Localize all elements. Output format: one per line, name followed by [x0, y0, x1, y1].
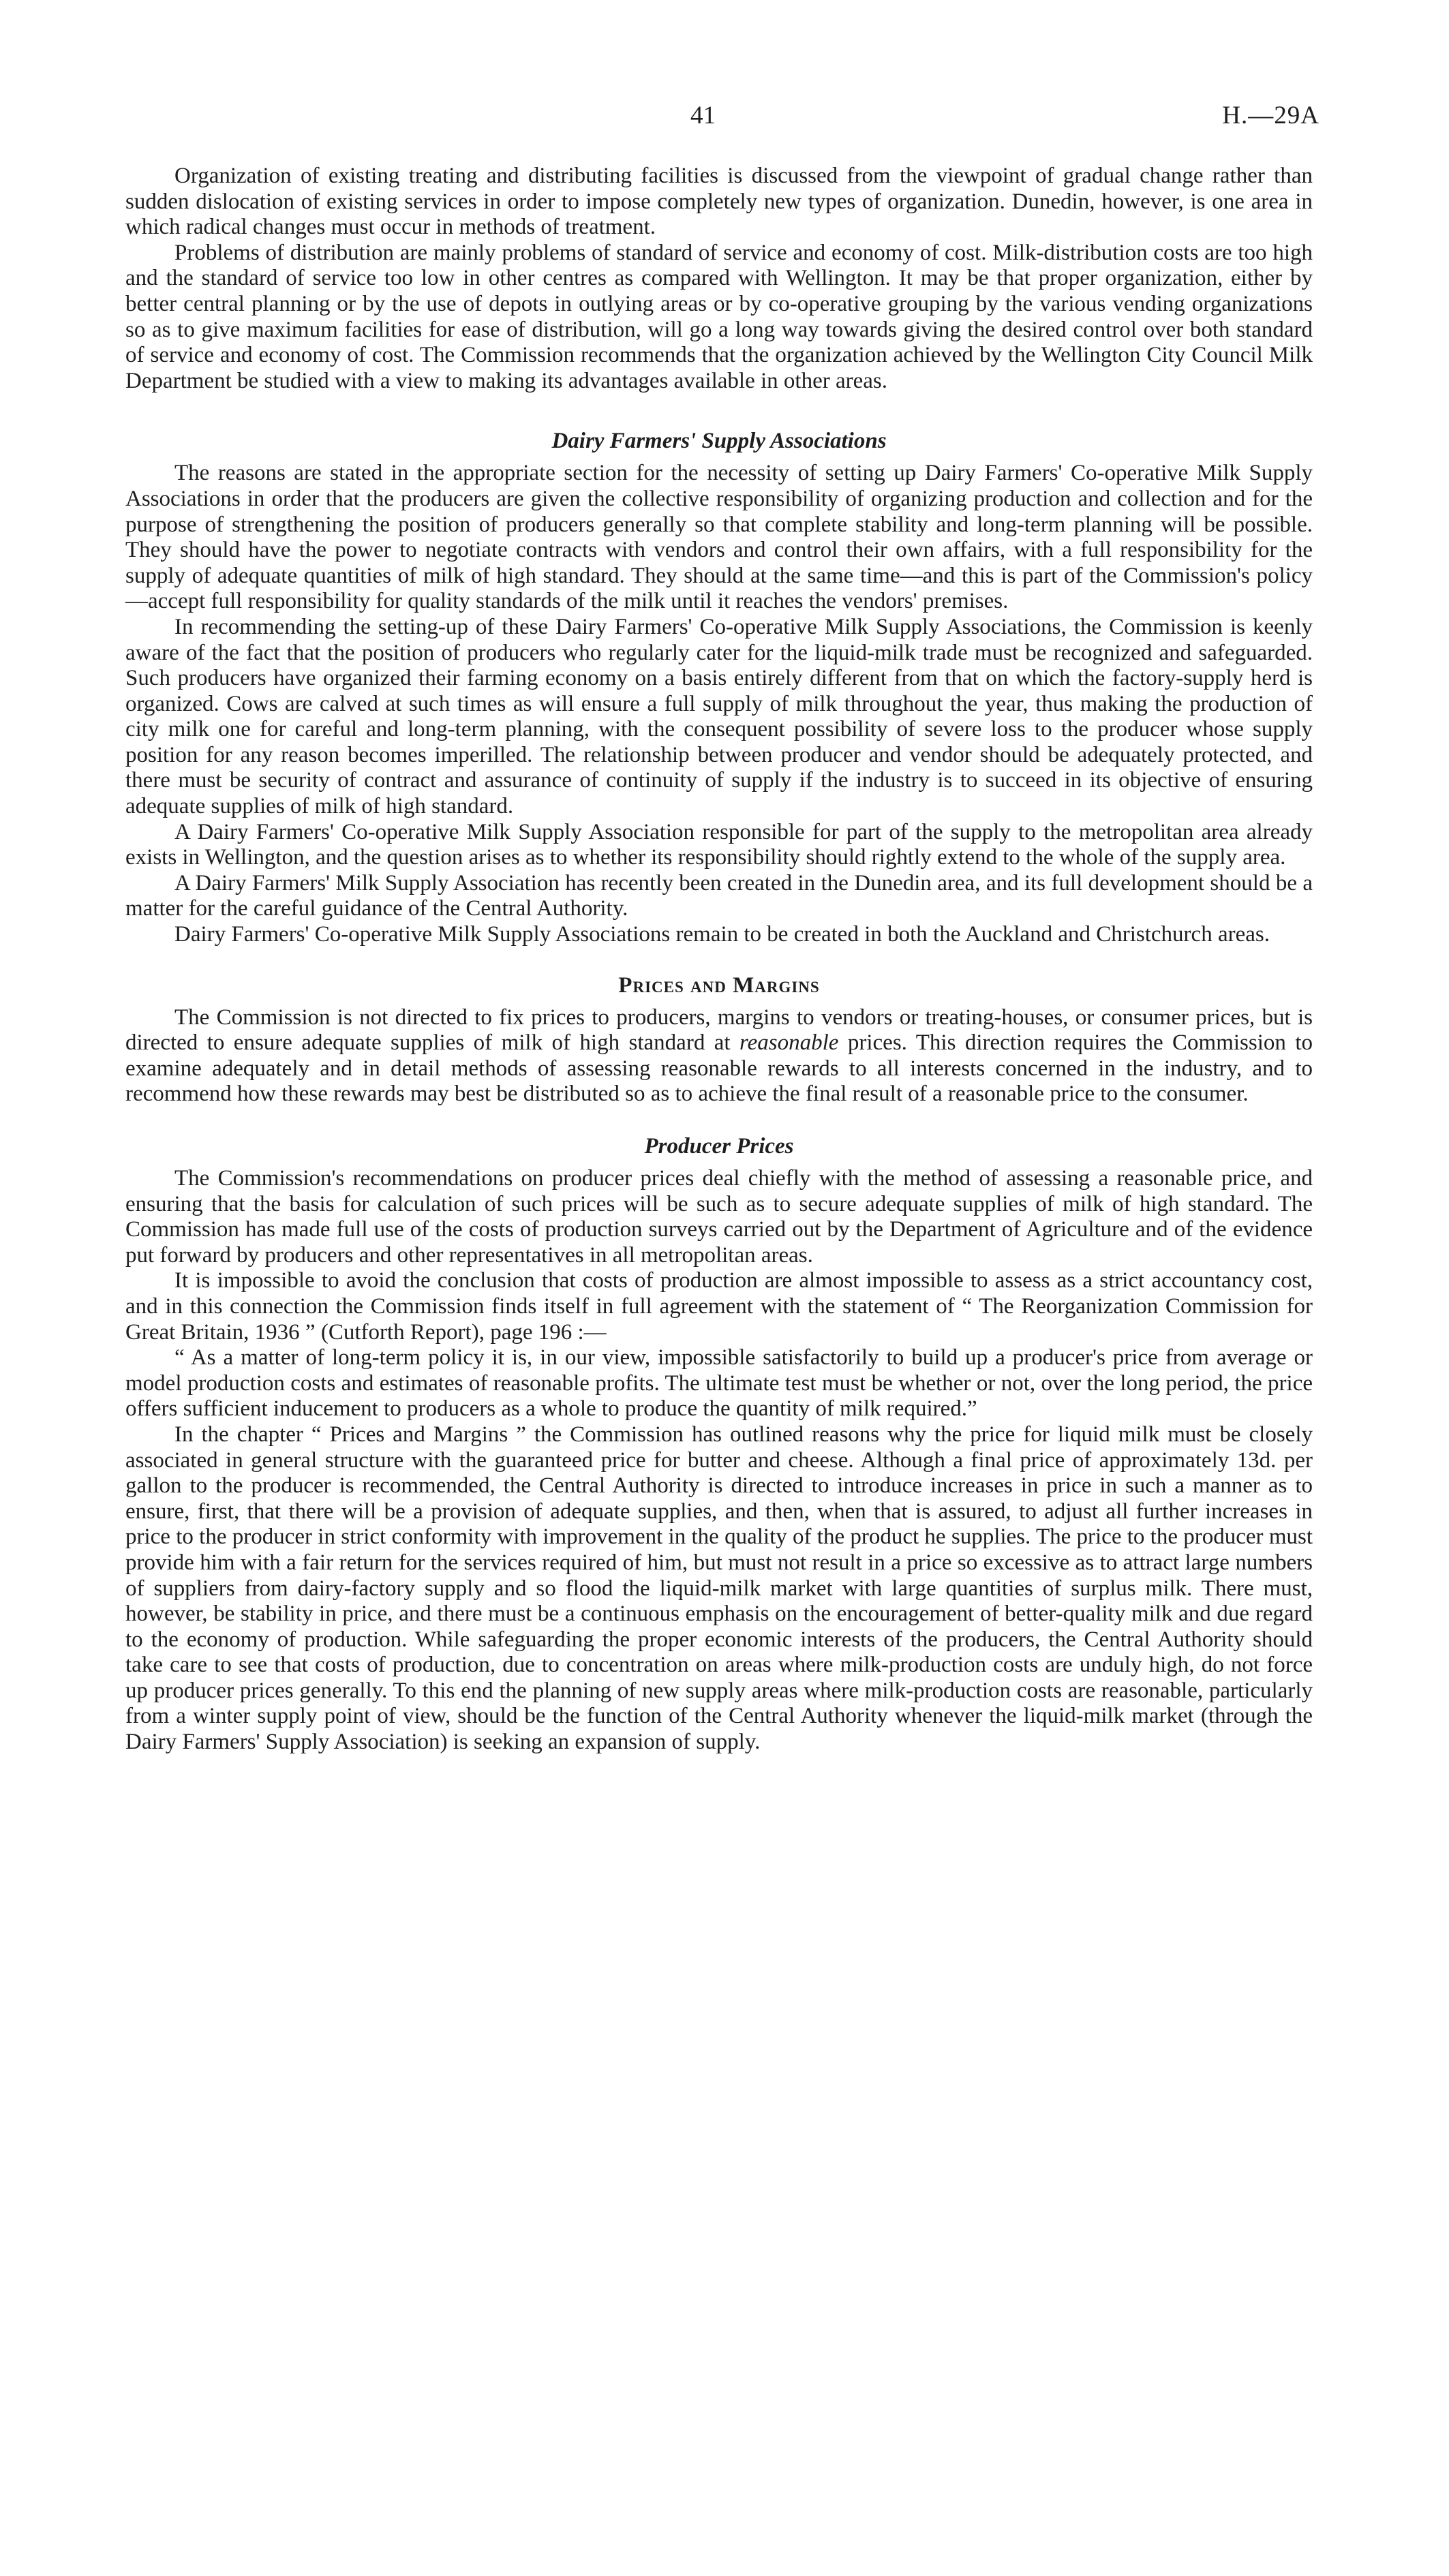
paragraph-dairy-3: A Dairy Farmers' Co-operative Milk Supply Association responsible for part of the supply to the metropolitan area already exists in Wellington, and the question arises as to whether its responsibility should rightly extend to the whole of the supply area. — [125, 819, 1313, 870]
paragraph-dairy-1: The reasons are stated in the appropriate section for the necessity of setting up Dairy Farmers' Co-operative Milk Supply Associations in order that the producers are given the collective responsibility of organizing production and collection and for the purpose of strengthening the position of producers generally so that complete stability and long-term planning will be possible. They should have the power to negotiate contracts with vendors and control their own affairs, with a full responsibility for the supply of adequate quantities of milk of high standard. They should at the same time—and this is part of the Commission's policy—accept full responsibility for quality standards of the milk until it reaches the vendors' premises. — [125, 461, 1313, 614]
heading-dairy-farmers-supply-associations: Dairy Farmers' Supply Associations — [551, 429, 887, 454]
prices-text-italic: reasonable — [739, 1030, 839, 1056]
prices-text-before: The Commission is not directed to fix prices to producers, margins to vendors or treating-houses, or consumer prices, but is directed to ensure adequate supplies of milk of high standard at — [125, 1005, 1313, 1056]
paragraph-dairy-5: Dairy Farmers' Co-operative Milk Supply Associations remain to be created in both the Auckland and Christchurch areas. — [174, 922, 1270, 947]
heading-prices-and-margins: Prices and Margins — [618, 972, 820, 998]
document-body — [125, 164, 1313, 1755]
paragraph-intro-2: Problems of distribution are mainly problems of standard of service and economy of cost. Milk-distribution costs are too high and the standard of service too low in other centres as compared with Wellington. It may be that proper organization, either by better central planning or by the use of depots in outlying areas or by co-operative grouping by the various vending organizations so as to give maximum facilities for ease of distribution, will go a long way towards giving the desired control over both standard of service and economy of cost. The Commission recommends that the organization achieved by the Wellington City Council Milk Department be studied with a view to making its advantages available in other areas. — [125, 240, 1313, 393]
paragraph-producer-1: The Commission's recommendations on producer prices deal chiefly with the method of assessing a reasonable price, and ensuring that the basis for calculation of such prices will be such as to secure adequate supplies of milk of high standard. The Commission has made full use of the costs of production surveys carried out by the Department of Agriculture and of the evidence put forward by producers and other representatives in all metropolitan areas. — [125, 1166, 1313, 1268]
page-header — [0, 101, 1449, 142]
page-number: 41 — [690, 102, 716, 129]
paragraph-dairy-4: A Dairy Farmers' Milk Supply Association has recently been created in the Dunedin area, and its full development should be a matter for the careful guidance of the Central Authority. — [125, 870, 1313, 921]
prices-text-after: prices. This direction requires the Commission to examine adequately and in detail methods of assessing reasonable rewards to all interests concerned in the industry, and to recommend how these rewards may best be distributed so as to achieve the final result of a reasonable price to the consumer. — [125, 1030, 1313, 1107]
block-quote-cutforth-report: “ As a matter of long-term policy it is, in our view, impossible satisfactorily to build up a producer's price from average or model production costs and estimates of reasonable profits. The ultimate test must be whether or not, over the long period, the price offers sufficient inducement to producers as a whole to produce the quantity of milk required.” — [125, 1345, 1313, 1422]
paragraph-producer-3: In the chapter “ Prices and Margins ” the Commission has outlined reasons why the price for liquid milk must be closely associated in general structure with the guaranteed price for butter and cheese. Although a final price of approximately 13d. per gallon to the producer is recommended, the Central Authority is directed to introduce increases in price in such a manner as to ensure, first, that there will be a provision of adequate supplies, and then, when that is assured, to adjust all further increases in price to the producer in strict conformity with improvement in the quality of the product he supplies. The price to the producer must provide him with a fair return for the services required of him, but must not result in a price so excessive as to attract large numbers of suppliers from dairy-factory supply and so flood the liquid-milk market with large quantities of surplus milk. There must, however, be stability in price, and there must be a continuous emphasis on the encouragement of better-quality milk and due regard to the economy of production. While safeguarding the proper economic interests of the producers, the Central Authority should take care to see that costs of production, due to concentration on areas where milk-production costs are unduly high, do not force up producer prices generally. To this end the planning of new supply areas where milk-production costs are reasonable, particularly from a winter supply point of view, should be the function of the Central Authority whenever the liquid-milk market (through the Dairy Farmers' Supply Association) is seeking an expansion of supply. — [125, 1422, 1313, 1755]
paragraph-dairy-2: In recommending the setting-up of these Dairy Farmers' Co-operative Milk Supply Associations, the Commission is keenly aware of the fact that the position of producers who regularly cater for the liquid-milk trade must be recognized and safeguarded. Such producers have organized their farming economy on a basis entirely different from that on which the factory-supply herd is organized. Cows are calved at such times as will ensure a full supply of milk throughout the year, thus making the production of city milk one for careful and long-term planning, with the consequent possibility of severe loss to the producer whose supply position for any reason becomes imperilled. The relationship between producer and vendor should be adequately protected, and there must be security of contract and assurance of continuity of supply if the industry is to succeed in its objective of ensuring adequate supplies of milk of high standard. — [125, 614, 1313, 819]
document-reference: H.—29A — [1222, 102, 1320, 129]
heading-producer-prices: Producer Prices — [644, 1134, 794, 1159]
paragraph-producer-2: It is impossible to avoid the conclusion that costs of production are almost impossible to assess as a strict accountancy cost, and in this connection the Commission finds itself in full agreement with the statement of “ The Reorganization Commission for Great Britain, 1936 ” (Cutforth Report), page 196 :— — [125, 1268, 1313, 1345]
paragraph-prices-1 — [125, 1005, 1313, 1107]
paragraph-intro-1: Organization of existing treating and distributing facilities is discussed from the viewpoint of gradual change rather than sudden dislocation of existing services in order to impose completely new types of organization. Dunedin, however, is one area in which radical changes must occur in methods of treatment. — [125, 164, 1313, 240]
